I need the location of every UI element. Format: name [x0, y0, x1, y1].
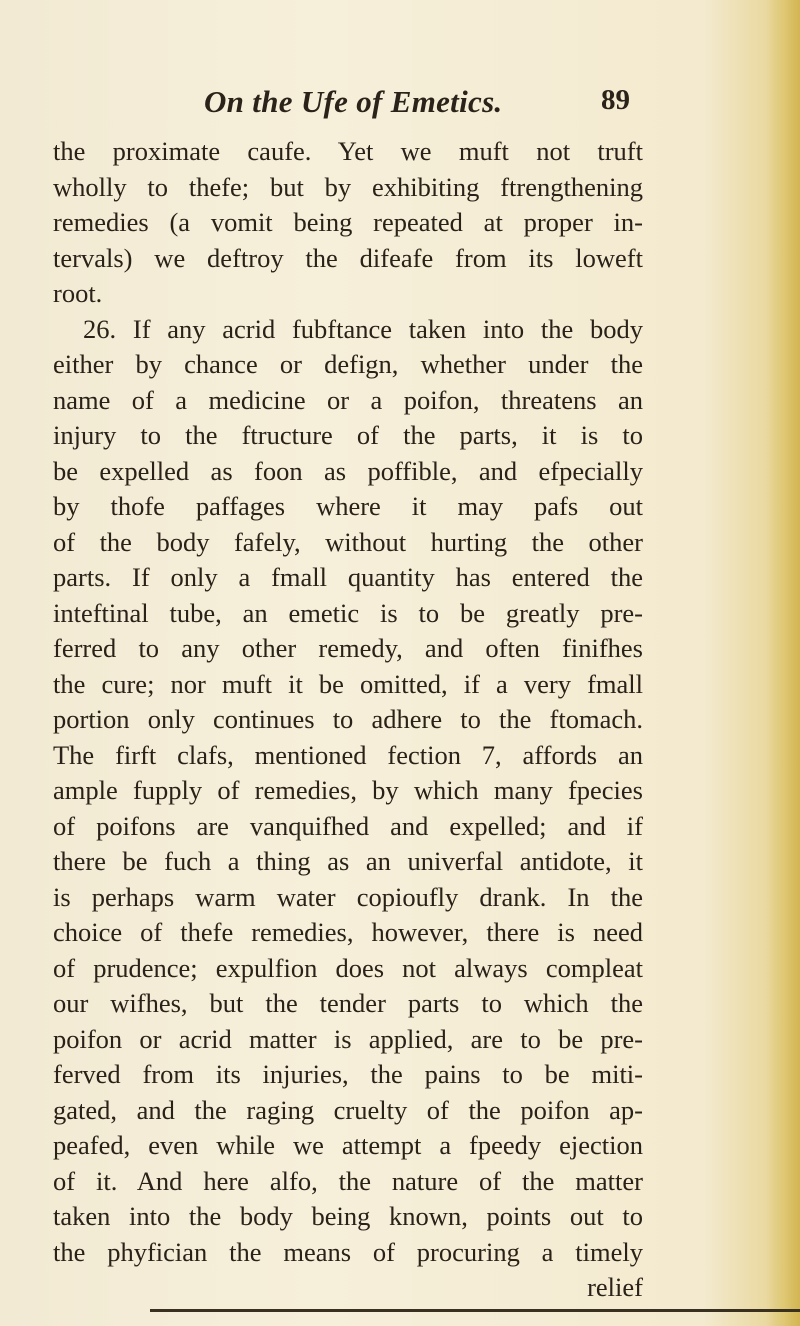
text-line: injury to the ftructure of the parts, it is to — [53, 420, 643, 450]
text-line: be expelled as foon as poffible, and efpecially — [53, 455, 643, 486]
text-line: the phyfician the means of procuring a timely — [53, 1236, 643, 1267]
page-header — [0, 84, 800, 124]
text-line: ample fupply of remedies, by which many fpecies — [53, 775, 643, 805]
text-line: either by chance or defign, whether under the — [53, 349, 643, 379]
page-number: 89 — [601, 84, 630, 116]
text-line: peafed, even while we attempt a fpeedy ejection — [53, 1130, 643, 1160]
text-line: of it. And here alfo, the nature of the matter — [53, 1165, 643, 1196]
text-line: The firft clafs, mentioned fection 7, affords an — [53, 739, 643, 770]
text-line: remedies (a vomit being repeated at proper in- — [53, 207, 643, 237]
text-line: of the body fafely, without hurting the other — [53, 526, 643, 557]
text-line: of prudence; expulfion does not always compleat — [53, 952, 643, 983]
text-line: 26. If any acrid fubftance taken into the body — [83, 313, 643, 344]
text-line: poifon or acrid matter is applied, are to be pre- — [53, 1023, 643, 1054]
text-line: ferved from its injuries, the pains to be miti- — [53, 1059, 643, 1089]
running-title: On the Ufe of Emetics. — [204, 84, 503, 119]
text-line: choice of thefe remedies, however, there is need — [53, 917, 643, 947]
text-line: root. — [53, 278, 103, 308]
body-text — [53, 134, 643, 1306]
text-line: parts. If only a fmall quantity has entered the — [53, 562, 643, 592]
text-line: tervals) we deftroy the difeafe from its loweft — [53, 242, 643, 273]
page-bottom-rule — [150, 1309, 800, 1312]
page-edge-shading — [766, 0, 800, 1326]
text-line: there be fuch a thing as an univerfal antidote, it — [53, 846, 643, 876]
text-line: wholly to thefe; but by exhibiting ftrengthening — [53, 171, 643, 202]
text-line: portion only continues to adhere to the ftomach. — [53, 704, 643, 734]
text-line: ferred to any other remedy, and often finifhes — [53, 633, 643, 663]
text-line: inteftinal tube, an emetic is to be greatly pre- — [53, 597, 643, 628]
text-line: the proximate caufe. Yet we muft not truft — [53, 136, 643, 166]
catchword: relief — [587, 1272, 643, 1302]
text-line: our wifhes, but the tender parts to which the — [53, 988, 643, 1018]
text-line: the cure; nor muft it be omitted, if a very fmall — [53, 668, 643, 699]
text-line: is perhaps warm water copioufly drank. In the — [53, 881, 643, 912]
text-line: of poifons are vanquifhed and expelled; and if — [53, 810, 643, 841]
text-line: name of a medicine or a poifon, threatens an — [53, 384, 643, 415]
text-line: gated, and the raging cruelty of the poifon ap- — [53, 1094, 643, 1125]
text-line: by thofe paffages where it may pafs out — [53, 491, 643, 521]
text-line: taken into the body being known, points out to — [53, 1201, 643, 1231]
